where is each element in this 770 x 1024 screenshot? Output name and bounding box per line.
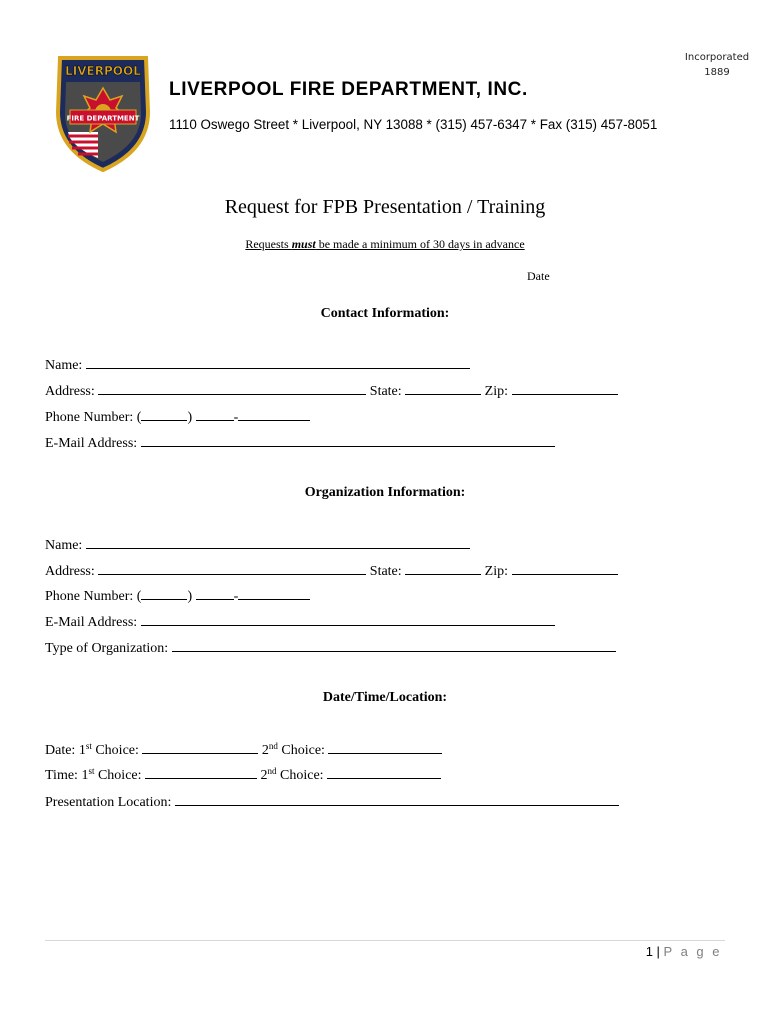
contact-name-label: Name: bbox=[45, 358, 83, 373]
org-address: 1110 Oswego Street * Liverpool, NY 13088 * (315) 457-6347 * Fax (315) 457-8051 bbox=[169, 117, 658, 132]
phone-dash: - bbox=[233, 589, 239, 604]
org-name-row bbox=[45, 536, 470, 554]
subtitle-emphasis: must bbox=[291, 237, 316, 251]
contact-phone-area-field[interactable] bbox=[141, 408, 187, 421]
location-row bbox=[45, 793, 619, 811]
org-state-field[interactable] bbox=[405, 562, 481, 575]
form-title: Request for FPB Presentation / Training bbox=[224, 196, 546, 218]
org-phone-label: Phone Number: ( bbox=[45, 589, 142, 604]
page-separator: | bbox=[652, 944, 664, 959]
contact-name-field[interactable] bbox=[86, 356, 470, 369]
contact-name-row bbox=[45, 356, 470, 374]
contact-email-label: E-Mail Address: bbox=[45, 436, 138, 451]
org-type-label: Type of Organization: bbox=[45, 641, 169, 656]
subtitle-pre: Requests bbox=[245, 237, 292, 251]
incorporated-label: Incorporated bbox=[684, 52, 750, 63]
contact-phone-line-field[interactable] bbox=[238, 408, 310, 421]
date-label bbox=[45, 743, 139, 758]
org-name-field[interactable] bbox=[86, 536, 470, 549]
time-second-choice-field[interactable] bbox=[327, 766, 441, 779]
date-first-choice-field[interactable] bbox=[142, 741, 258, 754]
second-num: 2 bbox=[261, 743, 269, 758]
org-phone-line-field[interactable] bbox=[238, 587, 310, 600]
location-label: Presentation Location: bbox=[45, 795, 172, 810]
page-footer bbox=[646, 944, 722, 959]
time-label bbox=[45, 768, 142, 783]
contact-email-row bbox=[45, 434, 555, 452]
org-address-label: Address: bbox=[45, 564, 95, 579]
phone-dash: - bbox=[233, 410, 239, 425]
org-type-row bbox=[45, 639, 616, 657]
date-label: Date bbox=[527, 269, 550, 283]
incorporated-note bbox=[672, 50, 762, 80]
fire-department-patch-logo bbox=[52, 52, 154, 172]
contact-phone-row bbox=[45, 408, 310, 426]
superscript-nd: nd bbox=[268, 741, 278, 751]
page-number: 1 bbox=[645, 944, 653, 959]
date-choice-row bbox=[45, 741, 442, 759]
phone-paren: ) bbox=[187, 589, 193, 604]
org-email-label: E-Mail Address: bbox=[45, 615, 138, 630]
org-name-label: Name: bbox=[45, 538, 83, 553]
org-phone-area-field[interactable] bbox=[141, 587, 187, 600]
org-phone-row bbox=[45, 587, 310, 605]
org-email-row bbox=[45, 613, 555, 631]
superscript-nd: nd bbox=[267, 766, 277, 776]
date-second-choice-field[interactable] bbox=[328, 741, 442, 754]
contact-heading: Contact Information: bbox=[320, 306, 450, 321]
superscript-st: st bbox=[85, 741, 92, 751]
contact-phone-label: Phone Number: ( bbox=[45, 410, 142, 425]
superscript-st: st bbox=[88, 766, 95, 776]
org-name: LIVERPOOL FIRE DEPARTMENT, INC. bbox=[169, 79, 528, 100]
organization-heading: Organization Information: bbox=[304, 485, 466, 500]
org-address-field[interactable] bbox=[98, 562, 366, 575]
contact-address-label: Address: bbox=[45, 384, 95, 399]
contact-email-field[interactable] bbox=[141, 434, 555, 447]
org-phone-prefix-field[interactable] bbox=[196, 587, 234, 600]
contact-zip-label: Zip: bbox=[484, 384, 509, 399]
banner-text: FIRE DEPARTMENT bbox=[66, 114, 140, 123]
location-field[interactable] bbox=[175, 793, 619, 806]
choice-word: Choice: bbox=[94, 768, 142, 783]
form-subtitle bbox=[0, 237, 770, 252]
date-second-label bbox=[262, 743, 325, 758]
org-state-label: State: bbox=[369, 564, 402, 579]
second-num: 2 bbox=[260, 768, 268, 783]
subtitle-post: be made a minimum of 30 days in advance bbox=[315, 237, 525, 251]
footer-divider bbox=[45, 940, 725, 941]
contact-state-field[interactable] bbox=[405, 382, 481, 395]
choice-word: Choice: bbox=[276, 768, 324, 783]
patch-svg bbox=[52, 52, 154, 172]
contact-phone-prefix-field[interactable] bbox=[196, 408, 234, 421]
choice-word: Choice: bbox=[91, 743, 139, 758]
choice-word: Choice: bbox=[277, 743, 325, 758]
time-first-prefix: Time: 1 bbox=[45, 768, 89, 783]
contact-zip-field[interactable] bbox=[512, 382, 618, 395]
datetime-heading: Date/Time/Location: bbox=[322, 690, 448, 705]
org-type-field[interactable] bbox=[172, 639, 616, 652]
page-word: P a g e bbox=[663, 944, 722, 959]
org-zip-label: Zip: bbox=[484, 564, 509, 579]
time-second-label bbox=[261, 768, 324, 783]
time-choice-row bbox=[45, 766, 441, 784]
time-first-choice-field[interactable] bbox=[145, 766, 257, 779]
phone-paren: ) bbox=[187, 410, 193, 425]
org-email-field[interactable] bbox=[141, 613, 555, 626]
org-address-row bbox=[45, 562, 618, 580]
contact-address-row bbox=[45, 382, 618, 400]
patch-top-text: LIVERPOOL bbox=[65, 64, 141, 78]
contact-address-field[interactable] bbox=[98, 382, 366, 395]
org-zip-field[interactable] bbox=[512, 562, 618, 575]
date-first-prefix: Date: 1 bbox=[45, 743, 86, 758]
incorporated-year: 1889 bbox=[704, 67, 730, 78]
contact-state-label: State: bbox=[369, 384, 402, 399]
